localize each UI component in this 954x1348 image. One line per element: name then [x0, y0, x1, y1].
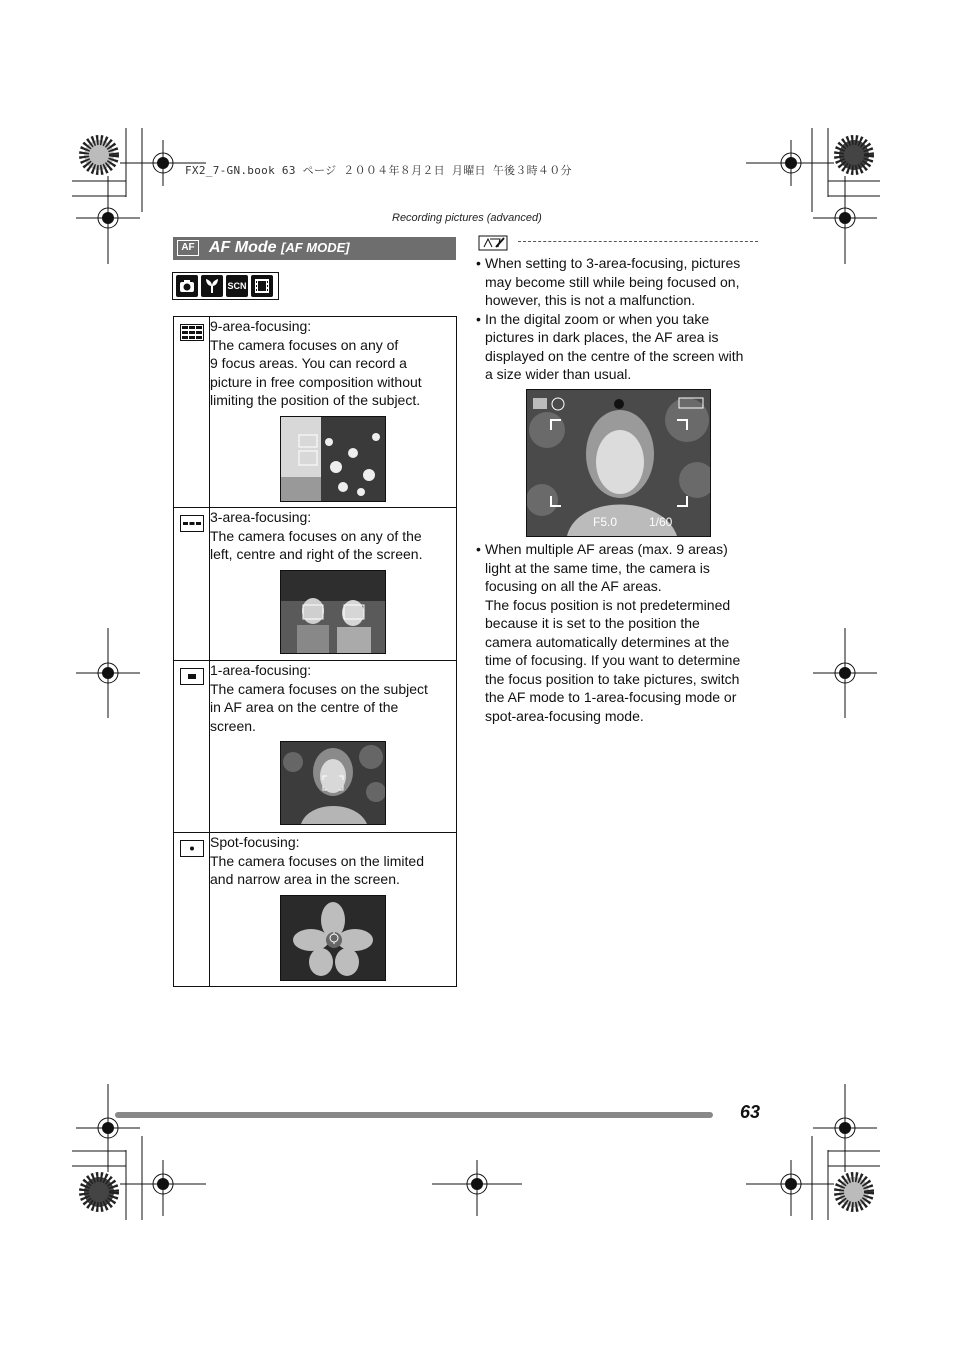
note-line: In the digital zoom or when you take [485, 310, 710, 327]
note-line: time of focusing. If you want to determine [485, 652, 741, 668]
af-icon: AF [177, 240, 199, 256]
table-row [174, 317, 457, 508]
note-line: camera automatically determines at the [485, 633, 730, 650]
lcd-preview [526, 389, 711, 537]
mode-desc-line: The camera focuses on any of the [210, 527, 422, 544]
note-bullet: • When setting to 3-area-focusing, pictures may become still while being focused on, however, this is not a malfunction. [476, 254, 766, 310]
mode-desc-line: The camera focuses on the limited [210, 852, 424, 869]
applicable-modes [172, 272, 279, 300]
sample-photo-portrait [280, 741, 386, 825]
note-line: a size wider than usual. [485, 366, 632, 382]
note-line: spot-area-focusing mode. [485, 707, 644, 724]
mode-heading: 9-area-focusing: [210, 318, 312, 334]
note-line: displayed on the centre of the screen with [485, 347, 744, 364]
note-divider [518, 241, 758, 242]
mode-heading: 1-area-focusing: [210, 662, 312, 678]
note-line: light at the same time, the camera is [485, 559, 710, 576]
note-line: the focus position to take pictures, switch [485, 670, 740, 687]
three-area-icon [180, 515, 204, 532]
camera-mode-icon [176, 275, 198, 297]
page-number: 63 [740, 1102, 761, 1122]
note-line: pictures in dark places, the AF area is [485, 329, 719, 345]
af-mode-table [173, 316, 457, 987]
section-title [209, 239, 350, 257]
shutter-readout: 1/60 [649, 515, 673, 529]
note-bullet: • When multiple AF areas (max. 9 areas) light at the same time, the camera is focusing on all the AF areas. The focus position is not predetermined because it is set to the position the camera automatically determines at the time of focusing. If you want to determine the focus position to take pictures, switch the AF mode to 1-area-focusing mode or spot-area-focusing mode. [476, 540, 766, 725]
one-area-icon [180, 668, 204, 685]
note-bullet: • In the digital zoom or when you take pictures in dark places, the AF area is displayed on the centre of the screen with a size wider than usual. [476, 310, 766, 384]
scene-mode-icon: SCN [226, 275, 248, 297]
section-title-text: AF Mode [209, 239, 277, 256]
mode-desc-line: limiting the position of the subject. [210, 392, 421, 408]
note-line: because it is set to the position the [485, 615, 700, 631]
mode-desc-line: in AF area on the centre of the [210, 699, 399, 715]
note-line: focusing on all the AF areas. [485, 578, 662, 594]
motion-picture-mode-icon [251, 275, 273, 297]
mode-desc-line: picture in free composition without [210, 373, 422, 390]
table-row [174, 833, 457, 987]
nine-area-icon [180, 324, 204, 341]
table-row [174, 508, 457, 661]
mode-desc-line: and narrow area in the screen. [210, 871, 400, 887]
mode-desc-line: 9 focus areas. You can record a [210, 355, 407, 371]
spot-icon [180, 840, 204, 857]
notes-bottom [476, 540, 766, 725]
sample-photo-flower [280, 895, 386, 981]
note-line: however, this is not a malfunction. [485, 292, 696, 308]
note-line: may become still while being focused on, [485, 273, 740, 290]
mode-desc-line: left, centre and right of the screen. [210, 546, 423, 562]
note-line: When setting to 3-area-focusing, pictures [485, 255, 741, 271]
macro-mode-icon [201, 275, 223, 297]
note-line: The focus position is not predetermined [485, 596, 731, 613]
mode-desc-line: screen. [210, 717, 256, 734]
print-header: FX2_7-GN.book 63 ページ ２００４年８月２日 月曜日 午後３時４０分 [185, 164, 572, 177]
mode-heading: 3-area-focusing: [210, 509, 312, 525]
section-title-bar [173, 237, 456, 260]
section-subtitle: [AF MODE] [281, 240, 350, 255]
mode-desc-line: The camera focuses on the subject [210, 680, 428, 697]
table-row [174, 661, 457, 833]
mode-heading: Spot-focusing: [210, 834, 300, 850]
notes-top [476, 254, 766, 384]
mode-desc-line: The camera focuses on any of [210, 336, 399, 353]
aperture-readout: F5.0 [593, 515, 618, 529]
note-line: the AF mode to 1-area-focusing mode or [485, 689, 737, 705]
running-head: Recording pictures (advanced) [392, 212, 542, 224]
note-line: When multiple AF areas (max. 9 areas) [485, 541, 728, 557]
footer-bar [115, 1112, 713, 1118]
note-icon [478, 235, 508, 256]
sample-photo-flowers [280, 416, 386, 502]
sample-photo-two-people [280, 570, 386, 654]
